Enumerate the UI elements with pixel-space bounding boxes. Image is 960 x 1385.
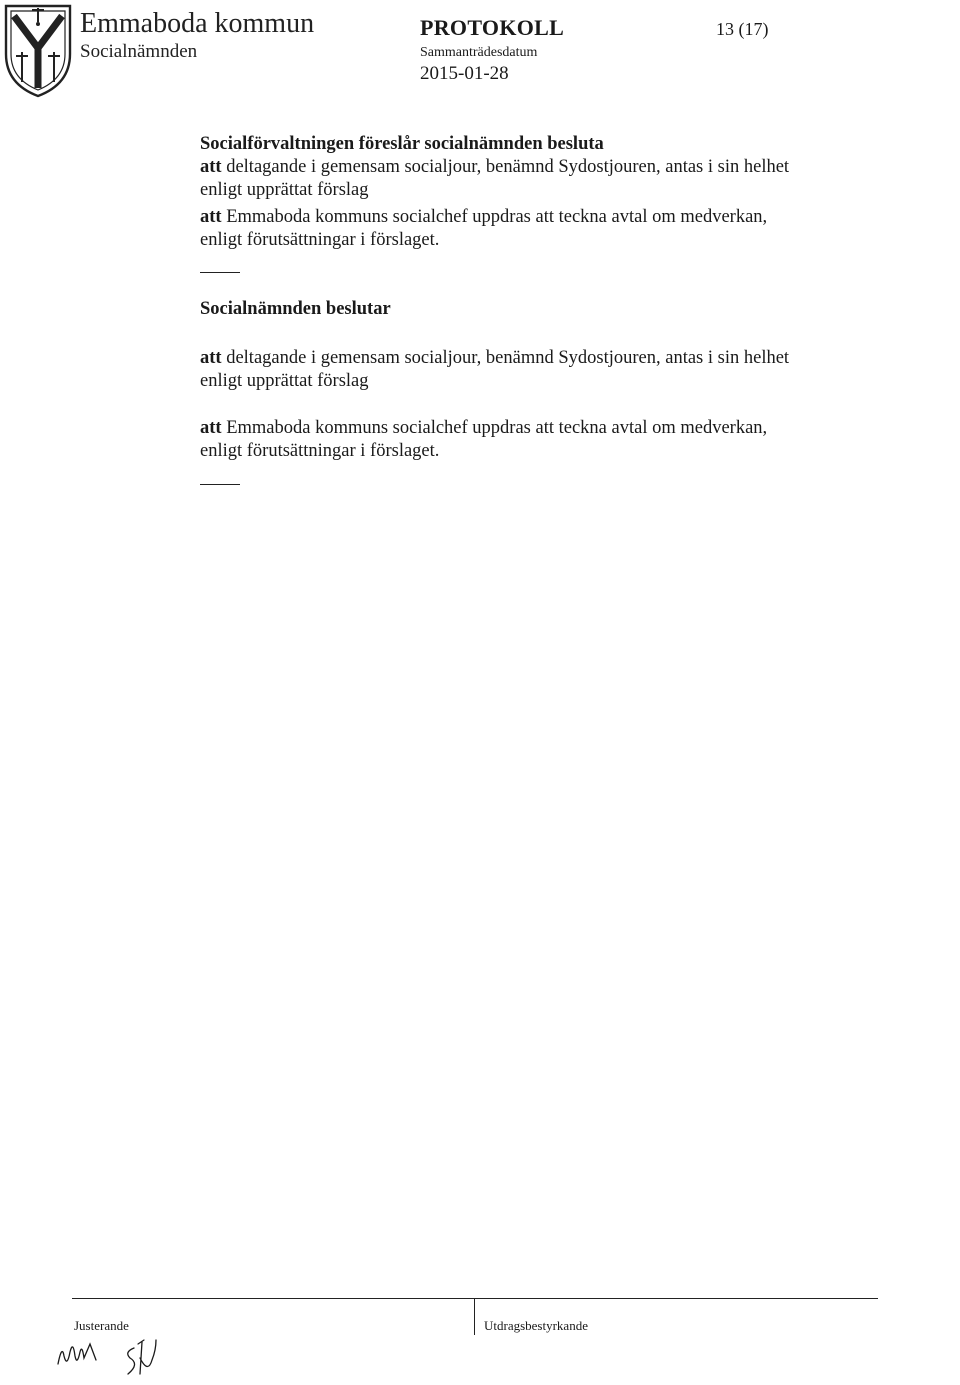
- section-divider: [200, 484, 240, 485]
- decision-item-1-line-1: [200, 347, 789, 370]
- document-type: PROTOKOLL: [420, 15, 565, 40]
- proposal-item-2-line-1: [200, 206, 767, 229]
- att-keyword: att: [200, 157, 222, 177]
- utdragsbestyrkande-label: Utdragsbestyrkande: [484, 1318, 588, 1333]
- proposal-item-1-line-2: enligt upprättat förslag: [200, 180, 369, 200]
- att-keyword: att: [200, 207, 222, 227]
- decision-item-2-line-1: [200, 417, 767, 440]
- footer-rule: [72, 1298, 878, 1299]
- signature-initials: [52, 1330, 202, 1380]
- decision-item-1-text: deltagande i gemensam socialjour, benämnd Sydostjouren, antas i sin helhet: [226, 348, 790, 368]
- decision-item-2-text: Emmaboda kommuns socialchef uppdras att teckna avtal om medverkan,: [226, 418, 768, 438]
- att-keyword: att: [200, 418, 222, 438]
- department-name: Socialnämnden: [80, 41, 198, 62]
- coat-of-arms-icon: [2, 2, 74, 98]
- meeting-date: 2015-01-28: [420, 63, 509, 84]
- proposal-item-1-line-1: [200, 156, 789, 179]
- footer-divider: [474, 1299, 475, 1335]
- date-label: Sammanträdesdatum: [420, 45, 538, 60]
- justerande-label: Justerande: [74, 1318, 129, 1333]
- section-divider: [200, 272, 240, 273]
- decision-item-2-line-2: enligt förutsättningar i förslaget.: [200, 441, 440, 461]
- organization-name: Emmaboda kommun: [80, 8, 315, 39]
- proposal-item-2-text: Emmaboda kommuns socialchef uppdras att teckna avtal om medverkan,: [226, 207, 768, 227]
- page-number: 13 (17): [716, 19, 769, 39]
- proposal-heading: Socialförvaltningen föreslår socialnämnden besluta: [200, 134, 604, 154]
- proposal-item-1-text: deltagande i gemensam socialjour, benämnd Sydostjouren, antas i sin helhet: [226, 157, 790, 177]
- decision-item-1-line-2: enligt upprättat förslag: [200, 371, 369, 391]
- att-keyword: att: [200, 348, 222, 368]
- proposal-item-2-line-2: enligt förutsättningar i förslaget.: [200, 230, 440, 250]
- decision-heading: Socialnämnden beslutar: [200, 299, 391, 319]
